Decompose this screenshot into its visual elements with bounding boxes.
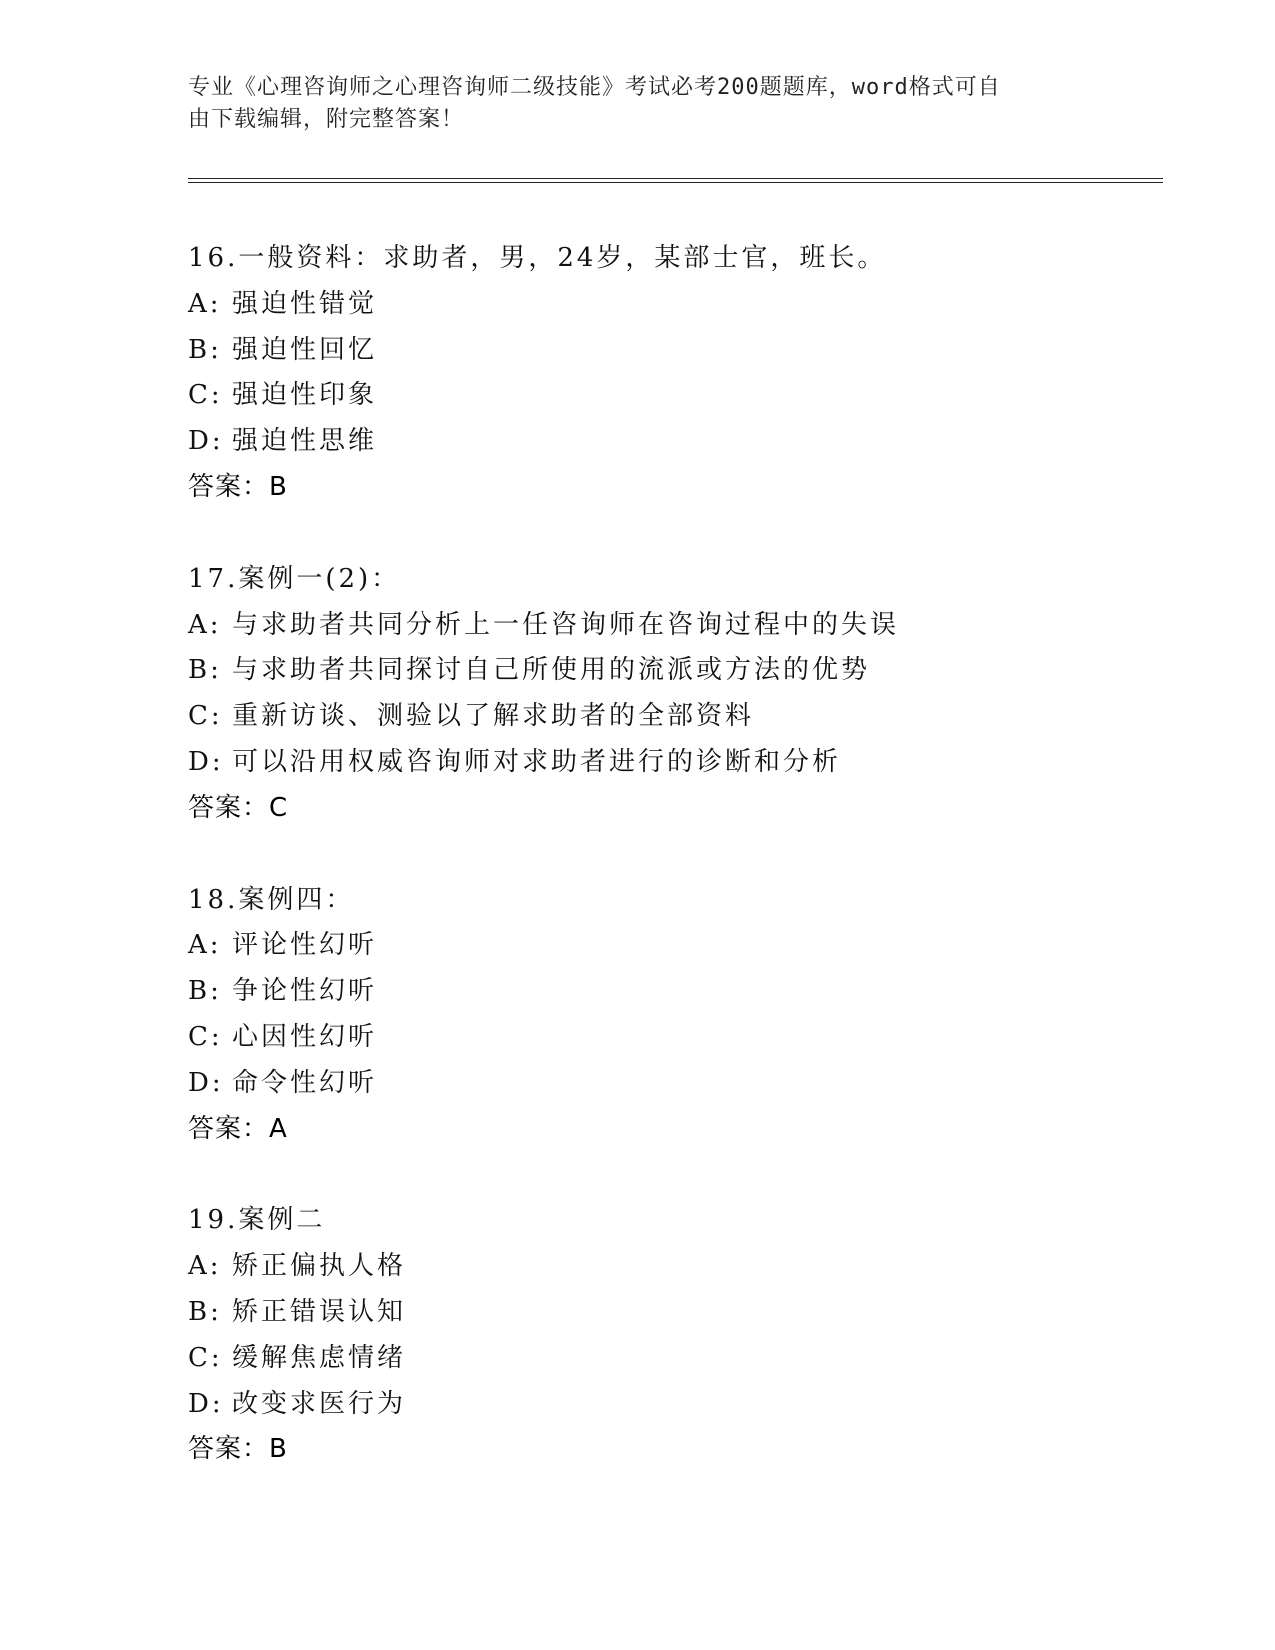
option-a bbox=[188, 1244, 1163, 1290]
option-letter: A: bbox=[188, 288, 222, 319]
option-letter: A: bbox=[188, 1251, 222, 1282]
option-d bbox=[188, 740, 1163, 786]
question-17 bbox=[188, 557, 1163, 832]
option-letter: B: bbox=[188, 1296, 222, 1327]
option-letter: B: bbox=[188, 334, 222, 365]
answer: 答案：C bbox=[188, 792, 289, 823]
option-text: 矫正错误认知 bbox=[232, 1296, 407, 1327]
option-text: 心因性幻听 bbox=[232, 1021, 378, 1052]
option-d bbox=[188, 1061, 1163, 1107]
question-19 bbox=[188, 1198, 1163, 1473]
option-c bbox=[188, 694, 1163, 740]
option-c bbox=[188, 1336, 1163, 1382]
question-stem: 18.案例四： bbox=[188, 884, 355, 915]
option-text: 评论性幻听 bbox=[232, 930, 378, 961]
question-stem: 16.一般资料：求助者，男，24岁，某部士官，班长。 bbox=[188, 243, 887, 273]
document-header bbox=[188, 72, 1068, 136]
option-letter: C: bbox=[188, 1342, 223, 1373]
option-text: 缓解焦虑情绪 bbox=[232, 1342, 407, 1373]
option-text: 命令性幻听 bbox=[232, 1067, 378, 1098]
option-letter: C: bbox=[188, 701, 223, 732]
question-list bbox=[188, 236, 1163, 1519]
header-divider bbox=[188, 178, 1163, 183]
option-text: 与求助者共同探讨自己所使用的流派或方法的优势 bbox=[232, 655, 871, 686]
option-d bbox=[188, 419, 1163, 465]
question-16 bbox=[188, 236, 1163, 511]
option-letter: A: bbox=[188, 930, 222, 961]
option-text: 与求助者共同分析上一任咨询师在咨询过程中的失误 bbox=[232, 609, 900, 640]
option-text: 重新访谈、测验以了解求助者的全部资料 bbox=[232, 701, 755, 732]
question-18 bbox=[188, 878, 1163, 1153]
option-letter: D: bbox=[188, 1067, 224, 1098]
option-letter: C: bbox=[188, 380, 223, 411]
header-line-2: 由下载编辑，附完整答案！ bbox=[188, 107, 465, 132]
option-text: 改变求医行为 bbox=[232, 1388, 407, 1419]
option-b bbox=[188, 969, 1163, 1015]
header-line-1: 专业《心理咨询师之心理咨询师二级技能》考试必考200题题库，word格式可自 bbox=[188, 75, 1001, 100]
answer: 答案：B bbox=[188, 471, 288, 502]
option-letter: C: bbox=[188, 1021, 223, 1052]
option-letter: D: bbox=[188, 1388, 224, 1419]
question-stem: 17.案例一(2)： bbox=[188, 563, 401, 594]
option-text: 强迫性印象 bbox=[232, 380, 378, 411]
option-text: 强迫性思维 bbox=[232, 426, 378, 457]
option-text: 强迫性错觉 bbox=[232, 288, 378, 319]
option-letter: B: bbox=[188, 655, 222, 686]
option-a bbox=[188, 603, 1163, 649]
option-letter: D: bbox=[188, 746, 224, 777]
option-letter: D: bbox=[188, 426, 224, 457]
option-text: 可以沿用权威咨询师对求助者进行的诊断和分析 bbox=[232, 746, 842, 777]
option-letter: B: bbox=[188, 976, 222, 1007]
option-c bbox=[188, 373, 1163, 419]
option-c bbox=[188, 1015, 1163, 1061]
question-stem: 19.案例二 bbox=[188, 1205, 326, 1236]
option-text: 争论性幻听 bbox=[232, 976, 378, 1007]
option-a bbox=[188, 282, 1163, 328]
option-b bbox=[188, 648, 1163, 694]
answer: 答案：B bbox=[188, 1434, 288, 1465]
answer: 答案：A bbox=[188, 1113, 288, 1144]
option-a bbox=[188, 923, 1163, 969]
option-text: 矫正偏执人格 bbox=[232, 1251, 407, 1282]
option-b bbox=[188, 1290, 1163, 1336]
option-text: 强迫性回忆 bbox=[232, 334, 378, 365]
option-letter: A: bbox=[188, 609, 222, 640]
option-d bbox=[188, 1382, 1163, 1428]
option-b bbox=[188, 328, 1163, 374]
